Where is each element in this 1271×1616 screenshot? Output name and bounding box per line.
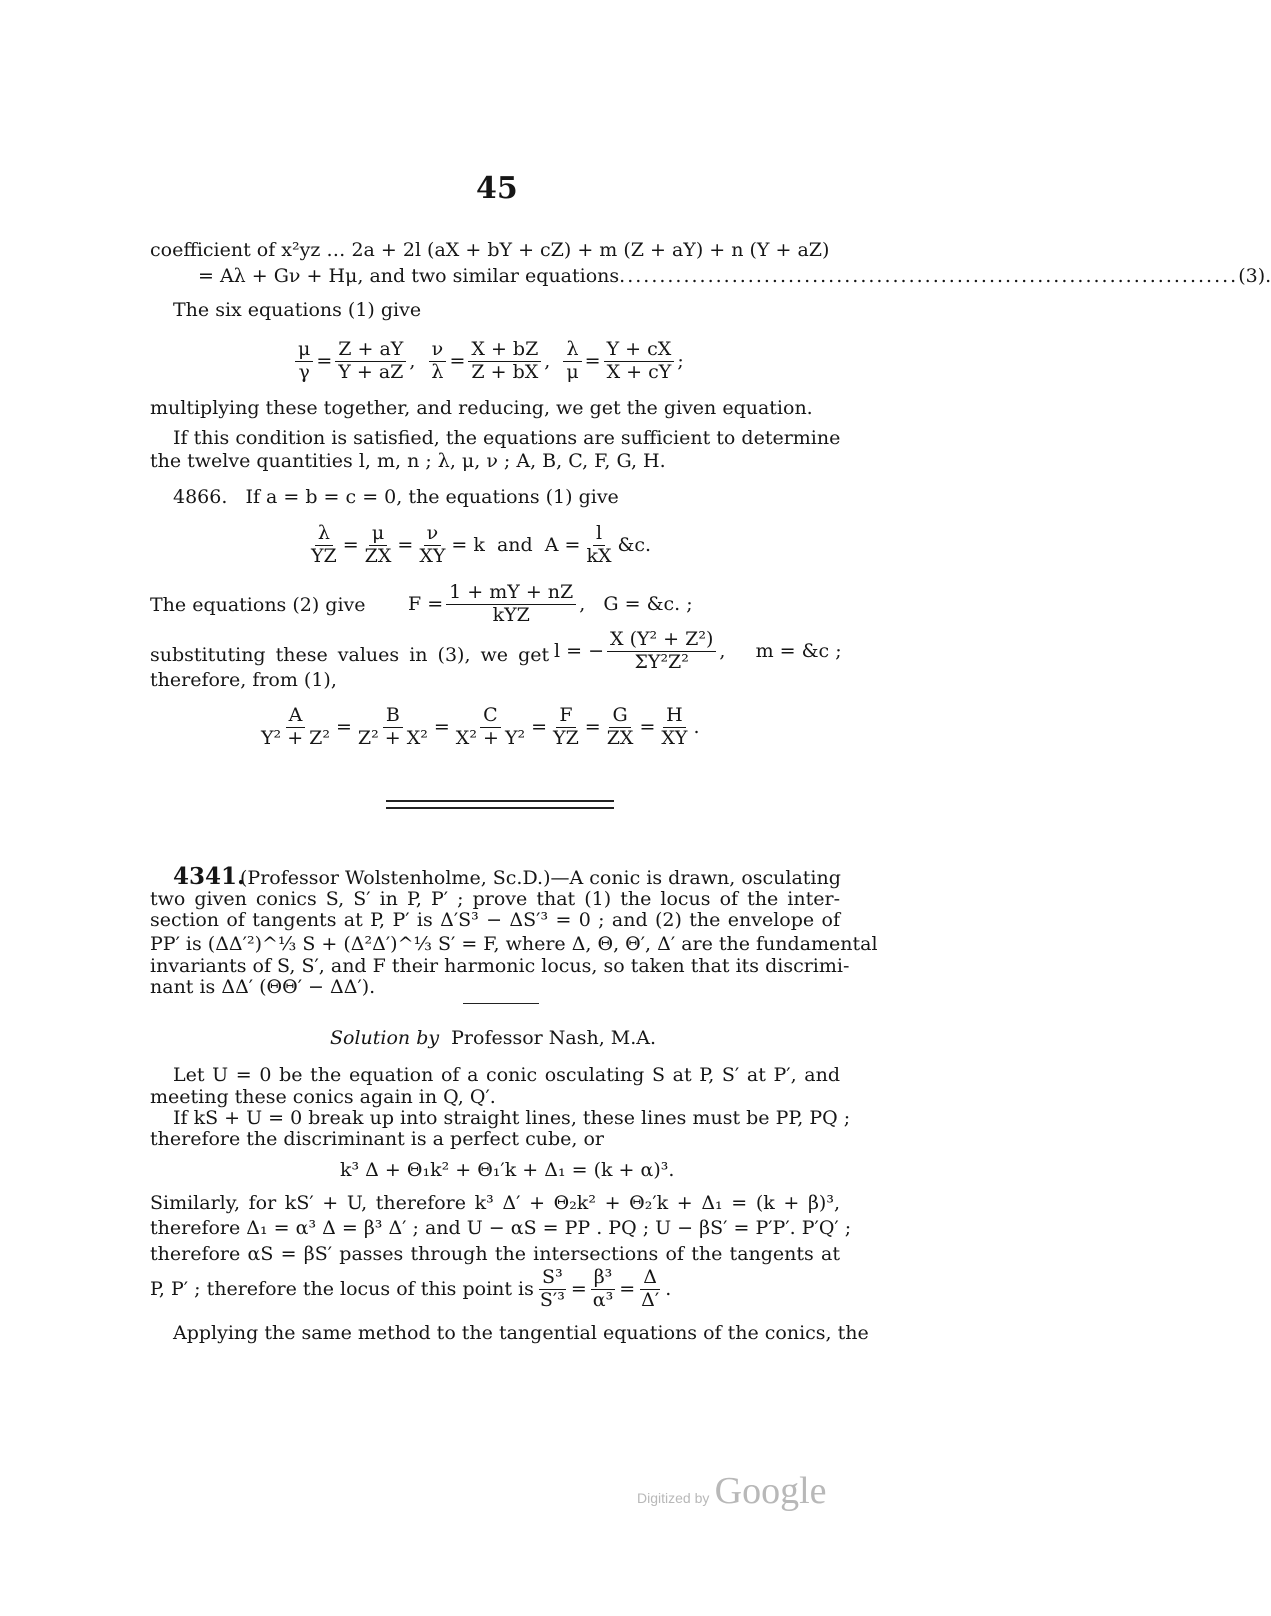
text-line: (Professor Wolstenholme, Sc.D.)—A conic is drawn, osculating [240, 867, 841, 889]
fraction: $\frac{B}{\text{Z² + X²}}$ [357, 704, 428, 749]
fraction: $\frac{H}{XY}$ [661, 704, 688, 749]
question-text: If a = b = c = 0, the equations (1) give [245, 486, 619, 508]
text-line: section of tangents at P, P′ is Δ′S³ − ΔS′³ = 0 ; and (2) the envelope of [150, 909, 840, 931]
text-line: Similarly, for kS′ + U, therefore k³ Δ′ + Θ₂k² + Θ₂′k + Δ₁ = (k + β)³, [150, 1192, 840, 1214]
equation: k³ Δ + Θ₁k² + Θ₁′k + Δ₁ = (k + α)³. [340, 1159, 675, 1181]
text-line: therefore αS = βS′ passes through the intersections of the tangents at [150, 1243, 840, 1265]
ratio: $\frac{\nu}{\lambda}$ = $\frac{X + bZ}{Z + bX}$ , [425, 340, 560, 383]
fraction: $\frac{l}{kX}$ [586, 522, 612, 567]
ratio-equations [292, 340, 684, 383]
fraction: 1 + mY + nZ kYZ [446, 583, 576, 626]
fraction: $\frac{Y + cX}{X + cY}$ [604, 340, 675, 383]
text-line: the twelve quantities l, m, n ; λ, μ, ν ; A, B, C, F, G, H. [150, 450, 666, 472]
text-line: meeting these conics again in Q, Q′. [150, 1086, 496, 1108]
text-line: P, P′ ; therefore the locus of this point is $\frac{\text{S³}}{\text{S′³}}$ = $\frac{\text{β³}}{\text{α³}}$ = $\frac{\Delta}{\Delta'}$ . [150, 1266, 672, 1311]
dot-leader: ............................................................................. [619, 265, 1239, 287]
equation: $\frac{\lambda}{YZ}$ = $\frac{\mu}{ZX}$ = $\frac{\nu}{XY}$ = k and A = $\frac{l}{kX}$ &c. [305, 524, 651, 567]
equation: F = 1 + mY + nZ kYZ , G = &c. ; [408, 581, 693, 626]
solution-heading [330, 1028, 656, 1050]
equation: $\frac{A}{\text{Y² + Z²}}$ = $\frac{B}{\text{Z² + X²}}$ = $\frac{C}{\text{X² + Y²}}$ = $\frac{F}{YZ}$ = $\frac{G}{ZX}$ = $\frac{H}{XY}$ . [255, 706, 699, 749]
text-fragment: = Aλ + Gν + Hμ, and two similar equations [198, 265, 620, 287]
fraction: $\frac{\mu}{ZX}$ [364, 522, 392, 567]
text-line: two given conics S, S′ in P, P′ ; prove that (1) the locus of the inter- [150, 888, 840, 910]
ratio: $\frac{\mu}{\gamma}$ = $\frac{Z + aY}{Y + aZ}$ , [292, 340, 425, 383]
text-line: invariants of S, S′, and F their harmonic locus, so taken that its discrimi- [150, 955, 850, 977]
fraction: $\frac{F}{YZ}$ [553, 704, 579, 749]
fraction: $\frac{\lambda}{\mu}$ [563, 340, 581, 383]
fraction: $\frac{\lambda}{YZ}$ [311, 522, 337, 567]
digitized-watermark [637, 1470, 827, 1514]
text-line: therefore Δ₁ = α³ Δ = β³ Δ′ ; and U − αS = PP . PQ ; U − βS′ = P′P′. P′Q′ ; [150, 1217, 852, 1239]
text-line: Applying the same method to the tangential equations of the conics, the [173, 1322, 869, 1344]
solution-by: Solution by [330, 1027, 440, 1049]
text-line: If kS + U = 0 break up into straight lines, these lines must be PP, PQ ; [173, 1107, 851, 1129]
fraction: $\frac{G}{ZX}$ [606, 704, 634, 749]
text-line: PP′ is (ΔΔ′²)^⅓ S + (Δ²Δ′)^⅓ S′ = F, where Δ, Θ, Θ′, Δ′ are the fundamental [150, 933, 878, 955]
equation: l = − $\frac{\text{X (Y² + Z²)}}{\text{ΣY²Z²}}$ , m = &c ; [554, 628, 842, 673]
fraction: $\frac{Z + aY}{Y + aZ}$ [335, 340, 406, 383]
text-fragment: P, P′ ; therefore the locus of this point is [150, 1277, 534, 1300]
text-line: therefore the discriminant is a perfect cube, or [150, 1128, 604, 1150]
fraction: $\frac{\Delta}{\Delta'}$ [641, 1266, 660, 1311]
text-line: The equations (2) give [150, 594, 366, 616]
fraction: $\frac{X + bZ}{Z + bX}$ [468, 340, 541, 383]
solution-author: Professor Nash, M.A. [451, 1027, 657, 1049]
text-line: nant is ΔΔ′ (ΘΘ′ − ΔΔ′). [150, 976, 376, 998]
section-divider [386, 800, 614, 802]
fraction: $\frac{\nu}{\lambda}$ [428, 340, 446, 383]
text-line: coefficient of x²yz … 2a + 2l (aX + bY + cZ) + m (Z + aY) + n (Y + aZ) [150, 239, 830, 261]
question-heading [173, 487, 619, 509]
google-logo: Google [714, 1470, 827, 1512]
ratio: $\frac{\lambda}{\mu}$ = $\frac{Y + cX}{X + cY}$ ; [560, 340, 683, 383]
question-number: 4341. [173, 863, 246, 890]
fraction: $\frac{\text{S³}}{\text{S′³}}$ [539, 1266, 565, 1311]
page-number: 45 [476, 171, 518, 206]
short-divider [463, 1003, 539, 1004]
fraction: $\frac{\text{β³}}{\text{α³}}$ [590, 1268, 616, 1311]
text-line: multiplying these together, and reducing, we get the given equation. [150, 397, 813, 419]
equation-ref: (3). [1238, 265, 1271, 287]
text-line [198, 265, 1271, 288]
fraction: $\frac{\text{X (Y² + Z²)}}{\text{ΣY²Z²}}$ [607, 630, 716, 673]
text-line: Let U = 0 be the equation of a conic osculating S at P, S′ at P′, and [173, 1064, 840, 1086]
fraction: $\frac{\nu}{XY}$ [419, 522, 446, 567]
text-line: substituting these values in (3), we get [150, 644, 550, 666]
text-line: therefore, from (1), [150, 669, 337, 691]
text-line: If this condition is satisfied, the equations are sufficient to determine [173, 427, 841, 449]
question-number: 4866. [173, 486, 228, 508]
fraction: $\frac{C}{\text{X² + Y²}}$ [455, 704, 526, 749]
fraction: $\frac{\mu}{\gamma}$ [295, 340, 313, 383]
watermark-small: Digitized by [637, 1490, 710, 1506]
text-line: The six equations (1) give [173, 299, 422, 321]
fraction: $\frac{A}{\text{Y² + Z²}}$ [261, 704, 330, 749]
section-divider [386, 807, 614, 809]
